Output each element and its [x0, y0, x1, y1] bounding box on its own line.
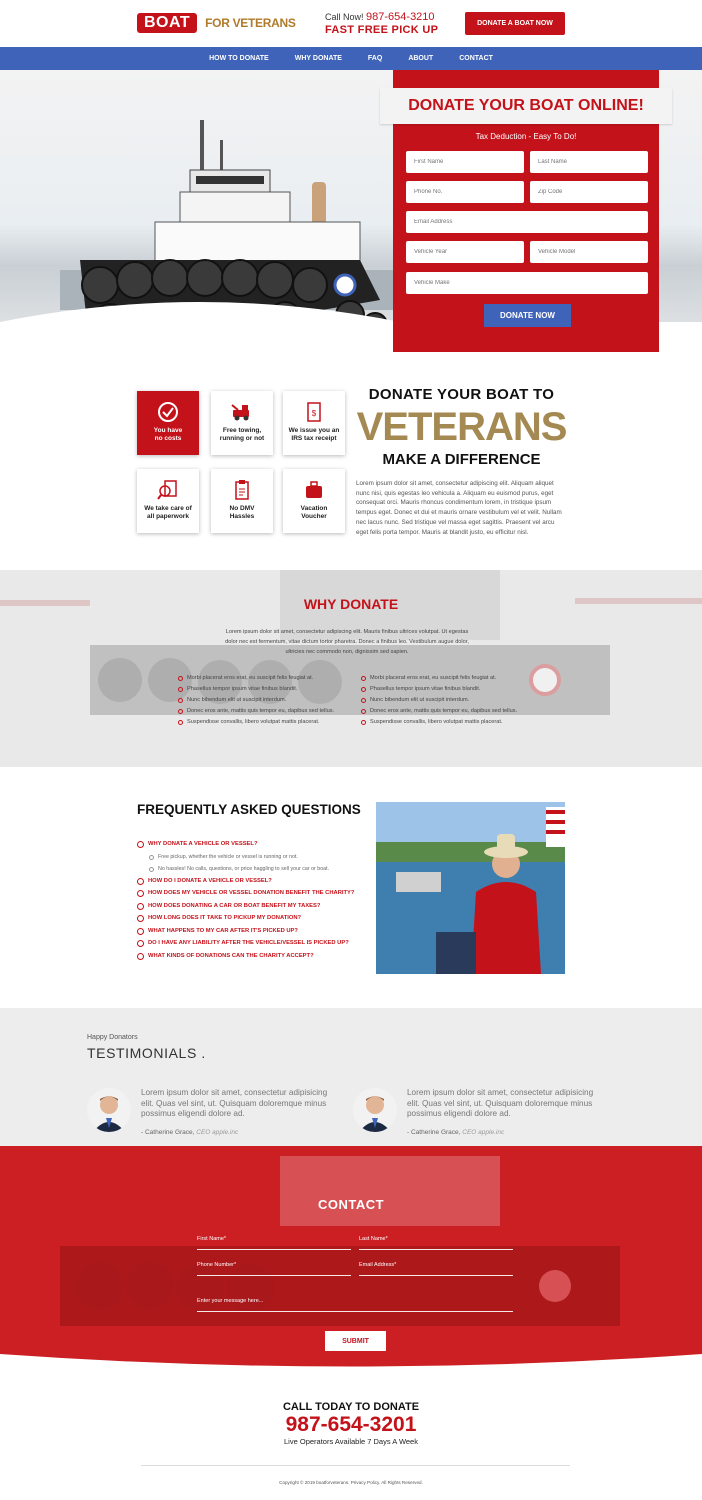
footer-divider	[141, 1465, 570, 1466]
feature-vacation-voucher	[283, 469, 345, 533]
contact-phone[interactable]: Phone Number*	[197, 1262, 351, 1276]
logo-text: FOR VETERANS	[205, 16, 296, 30]
list-item: Nunc bibendum elit ut suscipit interdum.	[361, 695, 517, 706]
faq-question[interactable]: DO I HAVE ANY LIABILITY AFTER THE VEHICLE/VESSEL IS PICKED UP?	[137, 937, 367, 950]
faq-answer: Free pickup, whether the vehicle or vessel is running or not.	[137, 851, 367, 863]
form-subtitle: Tax Deduction - Easy To Do!	[475, 132, 577, 141]
call-number[interactable]: 987-654-3201	[285, 1413, 417, 1436]
clipboard-icon	[232, 479, 252, 501]
contact-email[interactable]: Email Address*	[359, 1262, 513, 1276]
list-item: Phasellus tempor ipsum vitae finibus blandit.	[178, 684, 334, 695]
faq-question[interactable]: WHAT HAPPENS TO MY CAR AFTER IT'S PICKED UP?	[137, 925, 367, 938]
copyright: Copyright © 2019 boatforveterans. Privacy Policy. All Rights Reserved.	[279, 1480, 423, 1485]
list-item: Nunc bibendum elit ut suscipit interdum.	[178, 695, 334, 706]
donate-heading-line1: DONATE YOUR BOAT TO	[368, 386, 555, 403]
why-donate-title: WHY DONATE	[303, 596, 399, 612]
donate-now-button[interactable]: DONATE NOW	[484, 304, 571, 327]
why-list-right	[361, 673, 517, 728]
call-prefix: Call Now!	[325, 12, 364, 22]
faq-question[interactable]: HOW DOES DONATING A CAR OR BOAT BENEFIT MY TAXES?	[137, 900, 367, 913]
list-item: Suspendisse convallis, libero volutpat mattis placerat.	[178, 717, 334, 728]
testimonial-author: - Catherine Grace, CEO apple.inc	[141, 1129, 239, 1136]
phone-input[interactable]	[406, 181, 524, 203]
email-input[interactable]	[406, 211, 648, 233]
feature-no-costs	[137, 391, 199, 455]
contact-first-name[interactable]: First Name*	[197, 1236, 351, 1250]
submit-button[interactable]: SUBMIT	[325, 1331, 386, 1351]
header-phone[interactable]: 987-654-3210	[366, 11, 435, 23]
form-title: DONATE YOUR BOAT ONLINE!	[380, 88, 672, 124]
svg-text:$: $	[311, 409, 317, 418]
avatar	[87, 1088, 131, 1132]
zip-input[interactable]	[530, 181, 648, 203]
nav-contact[interactable]: CONTACT	[459, 55, 493, 62]
feature-paperwork	[137, 469, 199, 533]
contact-curve	[0, 1354, 702, 1374]
call-subtitle: Live Operators Available 7 Days A Week	[284, 1437, 418, 1446]
checkmark-icon	[157, 401, 179, 423]
feature-free-towing	[211, 391, 273, 455]
faq-question[interactable]: HOW DOES MY VEHICLE OR VESSEL DONATION BENEFIT THE CHARITY?	[137, 887, 367, 900]
feature-label: We issue you an IRS tax receipt	[288, 427, 340, 442]
paperwork-icon	[157, 479, 179, 501]
list-item: Morbi placerat eros erat, eu suscipit felis feugiat at.	[178, 673, 334, 684]
veteran-photo	[376, 802, 565, 974]
donate-body: Lorem ipsum dolor sit amet, consectetur adipiscing elit. Aliquam aliquet nunc nisi, quis egestas leo vehicula a. Aliquam eu euismod purus, eget consequat orci. Mauris rhoncus condimentum lorem, in tristique ipsum tempus eget. Donec et dui et mauris ornare vestibulum vel et velit. Nullam nec lacus nunc. Sed tristique vel massa eget sagittis. Praesent vel arcu eget felis porta tempor. Mauris at blandit justo, eu efficitur nisl.	[356, 480, 562, 536]
donate-heading-veterans: VETERANS	[356, 405, 567, 449]
faq-answer: No hassles! No calls, questions, or price haggling to sell your car or boat.	[137, 863, 367, 875]
logo-boat: BOAT	[137, 13, 197, 33]
first-name-input[interactable]	[406, 151, 524, 173]
vehicle-model-input[interactable]	[530, 241, 648, 263]
testimonial-quote: Lorem ipsum dolor sit amet, consectetur adipisicing elit. Quas vel sint, ut. Quisquam doloremque minus possimus eligendi dolore ad.	[141, 1088, 328, 1118]
faq-list	[137, 838, 367, 962]
receipt-icon	[304, 401, 324, 423]
faq-question[interactable]: WHAT KINDS OF DONATIONS CAN THE CHARITY ACCEPT?	[137, 950, 367, 963]
donate-boat-button[interactable]: DONATE A BOAT NOW	[465, 12, 565, 35]
contact-last-name[interactable]: Last Name*	[359, 1236, 513, 1250]
list-item: Donec eros ante, mattis quis tempor eu, dapibus sed tellus.	[361, 706, 517, 717]
feature-label: Free towing, running or not	[219, 427, 265, 442]
why-list-left	[178, 673, 334, 728]
faq-question[interactable]: HOW LONG DOES IT TAKE TO PICKUP MY DONATION?	[137, 912, 367, 925]
site-header	[0, 0, 702, 47]
avatar	[353, 1088, 397, 1132]
list-item: Morbi placerat eros erat, eu suscipit felis feugiat at.	[361, 673, 517, 684]
call-title: CALL TODAY TO DONATE	[282, 1401, 420, 1413]
faq-photo	[376, 802, 565, 974]
tagline: FAST FREE PICK UP	[325, 24, 439, 36]
donate-heading-line3: MAKE A DIFFERENCE	[382, 451, 541, 468]
feature-label: Vacation Voucher	[300, 505, 328, 520]
faq-title: FREQUENTLY ASKED QUESTIONS	[137, 802, 361, 817]
suitcase-icon	[303, 479, 325, 501]
list-item: Phasellus tempor ipsum vitae finibus blandit.	[361, 684, 517, 695]
nav-faq[interactable]: FAQ	[367, 55, 383, 62]
call-now	[325, 11, 438, 36]
contact-message[interactable]: Enter your message here...	[197, 1298, 513, 1312]
feature-label: No DMV Hassles	[229, 505, 255, 520]
nav-how-to-donate[interactable]: HOW TO DONATE	[209, 55, 269, 62]
list-item: Donec eros ante, mattis quis tempor eu, dapibus sed tellus.	[178, 706, 334, 717]
feature-no-dmv	[211, 469, 273, 533]
feature-irs-receipt	[283, 391, 345, 455]
faq-question[interactable]: WHY DONATE A VEHICLE OR VESSEL?	[137, 838, 367, 851]
testimonial-author: - Catherine Grace, CEO apple.inc	[407, 1129, 505, 1136]
tow-truck-icon	[230, 401, 254, 423]
faq-question[interactable]: HOW DO I DONATE A VEHICLE OR VESSEL?	[137, 875, 367, 888]
last-name-input[interactable]	[530, 151, 648, 173]
main-nav	[0, 47, 702, 70]
vehicle-year-input[interactable]	[406, 241, 524, 263]
why-donate-body: Lorem ipsum dolor sit amet, consectetur adipiscing elit. Mauris finibus ultrices volutpat. Ut egestas dolor nec est fermentum, vitae dictum tortor pharetra. Donec a finibus leo. Vestibulum augue dolor, ultricies nec commodo non, dignissim sed sapien.	[225, 629, 469, 655]
list-item: Suspendisse convallis, libero volutpat mattis placerat.	[361, 717, 517, 728]
nav-about[interactable]: ABOUT	[408, 55, 434, 62]
testimonials-title: TESTIMONIALS .	[87, 1045, 206, 1061]
testimonial-quote: Lorem ipsum dolor sit amet, consectetur adipisicing elit. Quas vel sint, ut. Quisquam doloremque minus possimus eligendi dolore ad.	[407, 1088, 594, 1118]
nav-why-donate[interactable]: WHY DONATE	[294, 55, 342, 62]
vehicle-make-input[interactable]	[406, 272, 648, 294]
testimonials-eyebrow: Happy Donators	[87, 1034, 138, 1041]
contact-title: CONTACT	[317, 1197, 385, 1212]
logo[interactable]	[137, 13, 296, 33]
feature-label: We take care of all paperwork	[144, 505, 192, 520]
feature-label: You have no costs	[153, 427, 183, 442]
